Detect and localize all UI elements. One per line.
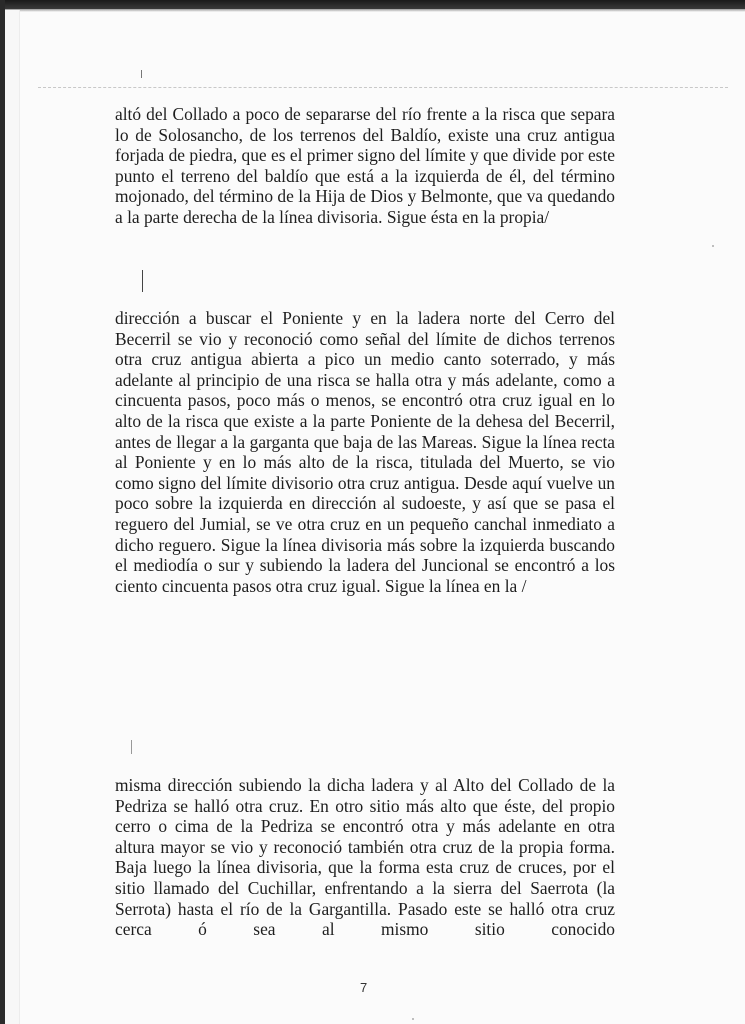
scan-speck [712, 245, 714, 247]
paragraph-block-1 [115, 104, 615, 228]
scan-mark [141, 70, 142, 78]
scan-top-shadow [0, 9, 745, 12]
page-number: 7 [360, 980, 368, 995]
scan-speck [412, 1018, 414, 1020]
paragraph-block-3 [115, 775, 615, 940]
paragraph-text: dirección a buscar el Poniente y en la ladera norte del Cerro del Becerril se vio y reconoció como señal del límite de dichos terrenos otra cruz antigua abierta a pico un medio canto soterrado, y más adelante al principio de una risca se halla otra y más adelante, como a cincuenta pasos, poco más o menos, se encontró otra cruz igual en lo alto de la risca que existe a la parte Poniente de la dehesa del Becerril, antes de llegar a la garganta que baja de las Mareas. Sigue la línea recta al Poniente y en lo más alto de la risca, titulada del Muerto, se vio como signo del límite divisorio otra cruz antigua. Desde aquí vuelve un poco sobre la izquierda en dirección al sudoeste, y así que se pasa el reguero del Jumial, se ve otra cruz en un pequeño canchal inmediato a dicho reguero. Sigue la línea divisoria más sobre la izquierda buscando el mediodía o sur y subiendo la ladera del Juncional se encontró a los ciento cincuenta pasos otra cruz igual. Sigue la línea en la / [115, 308, 615, 596]
paragraph-text: misma dirección subiendo la dicha ladera y al Alto del Collado de la Pedriza se halló otra cruz. En otro sitio más alto que éste, del propio cerro o cima de la Pedriza se encontró otra y más adelante en otra altura mayor se vio y reconoció también otra cruz de la propia forma. Baja luego la línea divisoria, que la forma esta cruz de cruces, por el sitio llamado del Cuchillar, enfrentando a la sierra del Saerrota (la Serrota) hasta el río de la Gargantilla. Pasado este se halló otra cruz cerca ó sea al mismo sitio conocido [115, 775, 615, 940]
paragraph-block-2 [115, 308, 615, 596]
fold-mark [142, 270, 143, 292]
header-dashed-rule [38, 87, 728, 88]
scan-left-margin [5, 10, 20, 1024]
paragraph-text: altó del Collado a poco de separarse del río frente a la risca que separa lo de Solosancho, de los terrenos del Baldío, existe una cruz antigua forjada de piedra, que es el primer signo del límite y que divide por este punto el terreno del baldío que está a la izquierda de él, del término mojonado, del término de la Hija de Dios y Belmonte, que va quedando a la parte derecha de la línea divisoria. Sigue ésta en la propia/ [115, 104, 615, 227]
scan-top-border [0, 0, 745, 9]
scan-mark [131, 740, 132, 754]
